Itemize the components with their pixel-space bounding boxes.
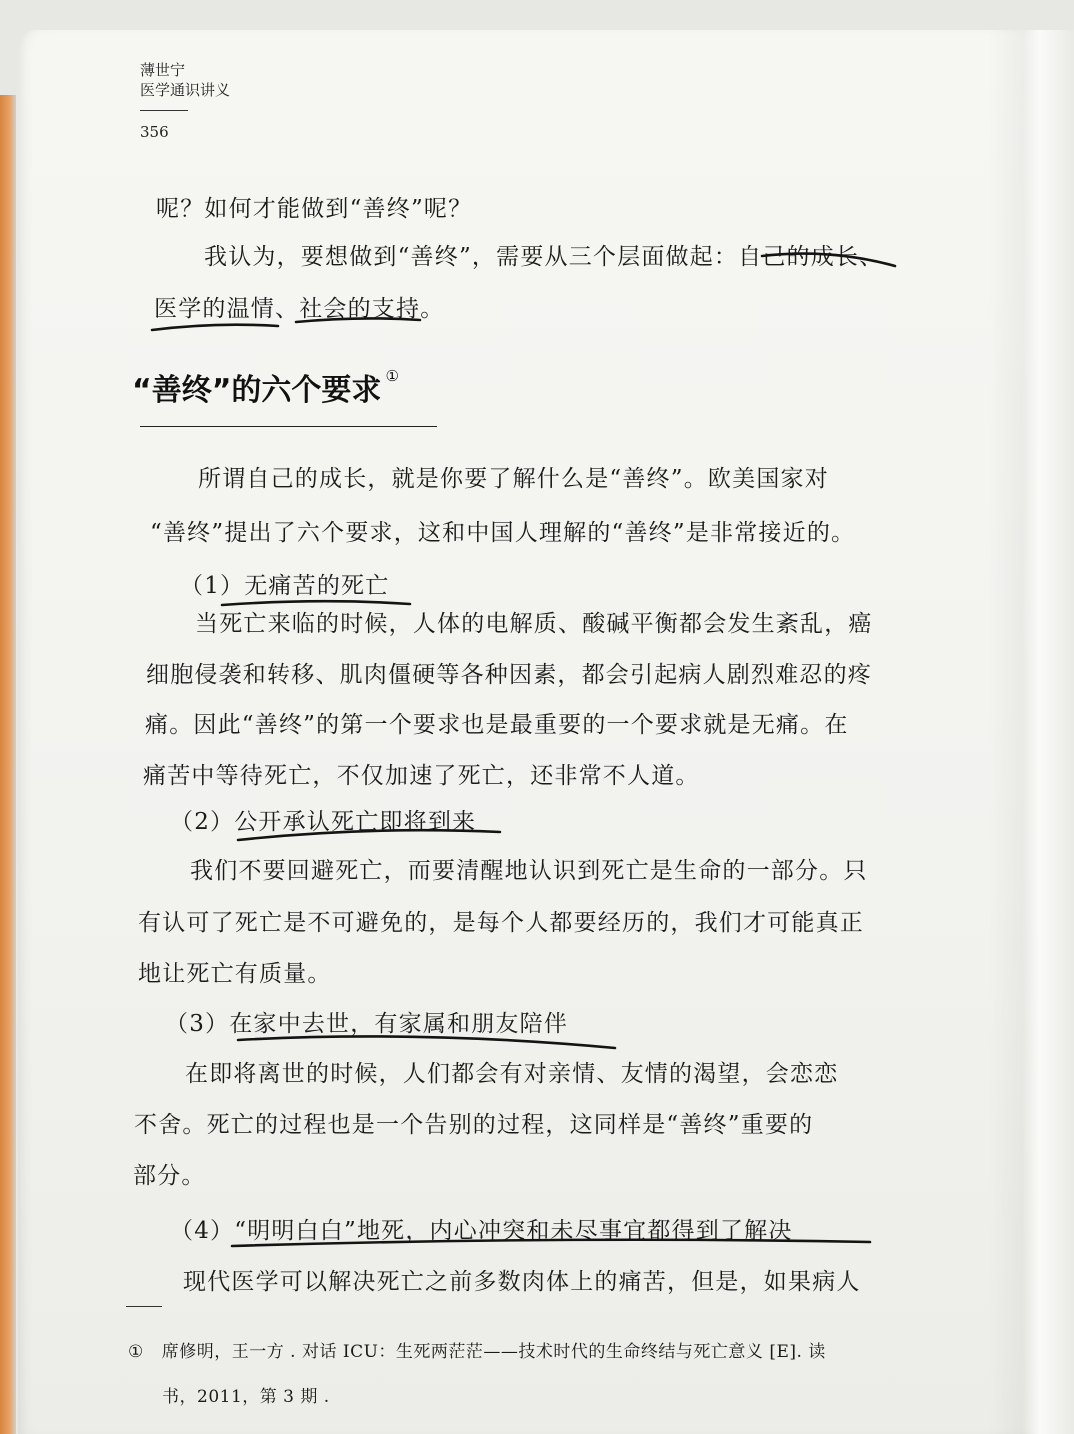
footnote-mark: ① xyxy=(128,1342,144,1362)
body-line: “善终”提出了六个要求，这和中国人理解的“善终”是非常接近的。 xyxy=(150,520,856,546)
footnote-ref: ① xyxy=(385,367,399,385)
requirement-heading: （2）公开承认死亡即将到来 xyxy=(170,809,477,835)
running-header xyxy=(140,60,230,141)
body-line: 我们不要回避死亡，而要清醒地认识到死亡是生命的一部分。只 xyxy=(190,858,868,884)
section-title xyxy=(132,365,399,409)
body-line: 所谓自己的成长，就是你要了解什么是“善终”。欧美国家对 xyxy=(198,466,829,492)
body-line: 我认为，要想做到“善终”，需要从三个层面做起：自己的成长、 xyxy=(204,244,884,270)
page-gutter xyxy=(988,30,1074,1434)
header-rule xyxy=(140,110,188,111)
body-line: 部分。 xyxy=(133,1163,206,1189)
body-line: 在即将离世的时候，人们都会有对亲情、友情的渴望，会恋恋 xyxy=(185,1061,839,1087)
body-line: 医学的温情、社会的支持。 xyxy=(154,296,445,322)
section-title-text: “善终”的六个要求 xyxy=(132,373,382,408)
body-line: 呢？如何才能做到“善终”呢？ xyxy=(156,196,473,222)
footnote-line: 书，2011，第 3 期 . xyxy=(162,1387,330,1407)
header-author: 薄世宁 xyxy=(140,61,186,79)
body-line: 地让死亡有质量。 xyxy=(138,961,332,987)
body-line: 痛苦中等待死亡，不仅加速了死亡，还非常不人道。 xyxy=(143,763,700,789)
footnote-rule xyxy=(126,1306,162,1307)
book-edge xyxy=(0,95,16,1434)
footnote-text: 席修明，王一方 . 对话 ICU：生死两茫茫——技术时代的生命终结与死亡意义 [E]. 读 xyxy=(161,1342,826,1362)
header-series: 医学通识讲义 xyxy=(140,81,231,99)
body-line: 不舍。死亡的过程也是一个告别的过程，这同样是“善终”重要的 xyxy=(134,1112,814,1138)
requirement-heading: （1）无痛苦的死亡 xyxy=(180,573,390,599)
requirement-heading: （3）在家中去世，有家属和朋友陪伴 xyxy=(165,1011,569,1037)
body-line: 细胞侵袭和转移、肌肉僵硬等各种因素，都会引起病人剧烈难忍的疼 xyxy=(146,662,872,688)
footnote-line xyxy=(128,1337,826,1362)
page-number: 356 xyxy=(140,123,169,141)
body-line: 痛。因此“善终”的第一个要求也是最重要的一个要求就是无痛。在 xyxy=(145,712,849,738)
body-line: 当死亡来临的时候，人体的电解质、酸碱平衡都会发生紊乱，癌 xyxy=(195,611,873,637)
body-line: 现代医学可以解决死亡之前多数肉体上的痛苦，但是，如果病人 xyxy=(183,1269,861,1295)
body-line: 有认可了死亡是不可避免的，是每个人都要经历的，我们才可能真正 xyxy=(138,910,864,936)
title-rule xyxy=(140,426,437,427)
requirement-heading: （4）“明明白白”地死，内心冲突和未尽事宜都得到了解决 xyxy=(170,1218,793,1244)
